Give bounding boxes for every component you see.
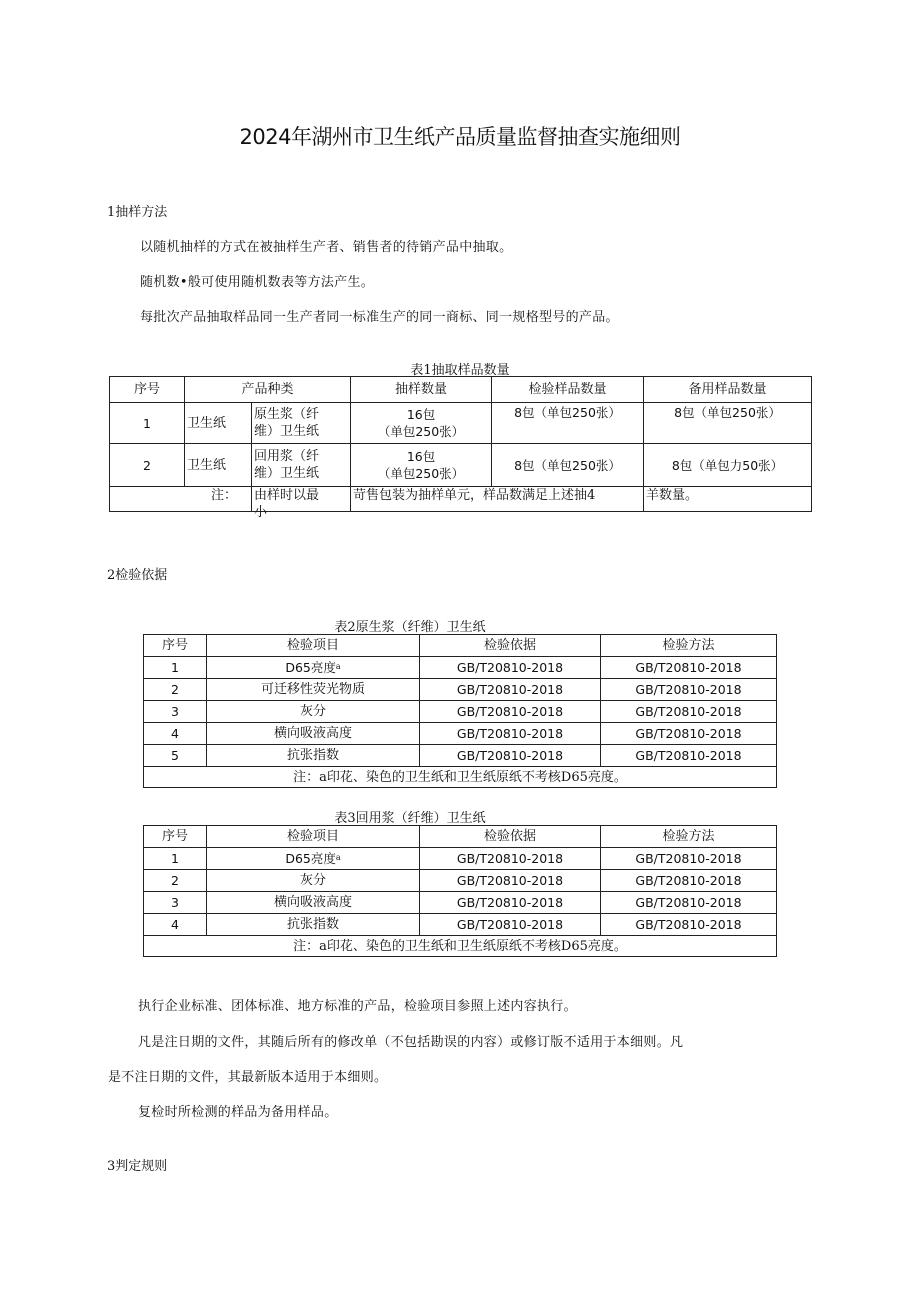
table-row xyxy=(144,745,777,767)
table-row xyxy=(110,444,812,487)
header-cell: 检验方法 xyxy=(601,635,777,657)
table-row xyxy=(144,892,777,914)
paragraph: 复检时所检测的样品为备用样品。 xyxy=(138,1105,338,1120)
footnote-marker: a xyxy=(335,852,341,862)
row-number: 1 xyxy=(144,848,207,870)
header-cell: 备用样品数量 xyxy=(644,377,812,403)
section-3-heading: 3判定规则 xyxy=(107,1159,168,1174)
table-row xyxy=(144,870,777,892)
inspection-basis: GB/T20810-2018 xyxy=(420,745,601,767)
note-line: 由样时以最 xyxy=(254,488,320,503)
inspection-basis: GB/T20810-2018 xyxy=(420,723,601,745)
test-quantity: 8包（单包250张） xyxy=(492,444,644,487)
inspection-basis: GB/T20810-2018 xyxy=(420,848,601,870)
row-number: 5 xyxy=(144,745,207,767)
row-number: 2 xyxy=(110,444,185,487)
inspection-item: 灰分 xyxy=(207,870,420,892)
product-category: 卫生纸 xyxy=(185,403,252,444)
inspection-item: 抗张指数 xyxy=(207,745,420,767)
inspection-basis: GB/T20810-2018 xyxy=(420,657,601,679)
header-cell: 序号 xyxy=(144,635,207,657)
header-cell: 检验依据 xyxy=(420,826,601,848)
inspection-method: GB/T20810-2018 xyxy=(601,848,777,870)
quantity-line: 16包 xyxy=(406,407,436,422)
table-note: 注：a印花、染色的卫生纸和卫生纸原纸不考核D65亮度。 xyxy=(144,936,777,957)
paragraph: 每批次产品抽取样品同一生产者同一标准生产的同一商标、同一规格型号的产品。 xyxy=(140,310,619,325)
sample-quantity-table xyxy=(109,376,812,520)
inspection-method: GB/T20810-2018 xyxy=(601,679,777,701)
section-2-heading: 2检验依据 xyxy=(107,568,168,583)
quantity-line: （单包250张） xyxy=(377,424,465,439)
inspection-method: GB/T20810-2018 xyxy=(601,870,777,892)
row-number: 1 xyxy=(144,657,207,679)
header-cell: 检验方法 xyxy=(601,826,777,848)
inspection-table-virgin-pulp xyxy=(143,634,777,788)
paragraph: 执行企业标准、团体标准、地方标准的产品，检验项目参照上述内容执行。 xyxy=(138,999,577,1014)
inspection-method: GB/T20810-2018 xyxy=(601,914,777,936)
product-subtype xyxy=(252,403,351,444)
item-label: D65亮度 xyxy=(285,659,336,675)
inspection-method: GB/T20810-2018 xyxy=(601,723,777,745)
inspection-basis: GB/T20810-2018 xyxy=(420,701,601,723)
note-label: 注： xyxy=(110,487,252,512)
inspection-item: 可迁移性荧光物质 xyxy=(207,679,420,701)
inspection-basis: GB/T20810-2018 xyxy=(420,892,601,914)
header-cell: 检验项目 xyxy=(207,826,420,848)
table-row xyxy=(144,657,777,679)
inspection-item: 灰分 xyxy=(207,701,420,723)
table-header-row xyxy=(144,826,777,848)
section-1-heading: 1抽样方法 xyxy=(107,205,168,220)
header-cell: 检验样品数量 xyxy=(492,377,644,403)
paragraph: 是不注日期的文件，其最新版本适用于本细则。 xyxy=(108,1070,388,1085)
row-number: 1 xyxy=(110,403,185,444)
table-2-caption: 表2原生浆（纤维）卫生纸 xyxy=(334,620,486,635)
sample-quantity xyxy=(351,403,492,444)
note-text: 羊数量。 xyxy=(644,487,812,512)
quantity-line: 16包 xyxy=(406,449,436,464)
table-row xyxy=(110,403,812,444)
row-number: 4 xyxy=(144,723,207,745)
inspection-item xyxy=(207,848,420,870)
inspection-method: GB/T20810-2018 xyxy=(601,657,777,679)
paragraph: 以随机抽样的方式在被抽样生产者、销售者的待销产品中抽取。 xyxy=(140,240,513,255)
inspection-basis: GB/T20810-2018 xyxy=(420,679,601,701)
paragraph: 随机数•般可使用随机数表等方法产生。 xyxy=(140,275,375,290)
row-number: 2 xyxy=(144,679,207,701)
row-number: 2 xyxy=(144,870,207,892)
table-header-row xyxy=(110,377,812,403)
table-row xyxy=(144,723,777,745)
inspection-method: GB/T20810-2018 xyxy=(601,745,777,767)
table-row xyxy=(144,914,777,936)
product-category: 卫生纸 xyxy=(185,444,252,487)
quantity-line: （单包250张） xyxy=(377,466,465,481)
inspection-method: GB/T20810-2018 xyxy=(601,701,777,723)
note-line: 小 xyxy=(254,505,268,520)
table-row xyxy=(144,848,777,870)
note-text xyxy=(254,487,348,520)
table-note-row xyxy=(144,767,777,788)
subtype-line: 维）卫生纸 xyxy=(254,424,320,439)
row-number: 4 xyxy=(144,914,207,936)
inspection-item xyxy=(207,657,420,679)
spare-quantity: 8包（单包250张） xyxy=(644,403,812,444)
product-subtype xyxy=(252,444,351,487)
row-number: 3 xyxy=(144,892,207,914)
paragraph: 凡是注日期的文件，其随后所有的修改单（不包括勘误的内容）或修订版不适用于本细则。凡 xyxy=(138,1035,684,1050)
header-cell: 检验项目 xyxy=(207,635,420,657)
table-note-row xyxy=(144,936,777,957)
header-cell: 抽样数量 xyxy=(351,377,492,403)
inspection-item: 抗张指数 xyxy=(207,914,420,936)
item-label: D65亮度 xyxy=(285,850,336,866)
table-1-caption: 表1抽取样品数量 xyxy=(410,363,510,378)
subtype-line: 原生浆（纤 xyxy=(254,407,320,422)
inspection-item: 横向吸液高度 xyxy=(207,723,420,745)
inspection-item: 横向吸液高度 xyxy=(207,892,420,914)
table-row xyxy=(144,679,777,701)
header-cell: 检验依据 xyxy=(420,635,601,657)
table-header-row xyxy=(144,635,777,657)
table-note-row xyxy=(110,487,812,512)
subtype-line: 回用浆（纤 xyxy=(254,449,320,464)
header-cell: 序号 xyxy=(144,826,207,848)
table-row xyxy=(144,701,777,723)
inspection-basis: GB/T20810-2018 xyxy=(420,914,601,936)
inspection-table-recycled-pulp xyxy=(143,825,777,957)
sample-quantity xyxy=(351,444,492,487)
footnote-marker: a xyxy=(335,661,341,671)
inspection-basis: GB/T20810-2018 xyxy=(420,870,601,892)
header-cell: 序号 xyxy=(110,377,185,403)
page-title: 2024年湖州市卫生纸产品质量监督抽查实施细则 xyxy=(239,125,681,149)
spare-quantity: 8包（单包力50张） xyxy=(644,444,812,487)
table-note: 注：a印花、染色的卫生纸和卫生纸原纸不考核D65亮度。 xyxy=(144,767,777,788)
table-3-caption: 表3回用浆（纤维）卫生纸 xyxy=(334,811,486,826)
inspection-method: GB/T20810-2018 xyxy=(601,892,777,914)
note-text: 苛售包装为抽样单元，样品数满足上述抽4 xyxy=(351,487,644,512)
header-cell: 产品种类 xyxy=(185,377,351,403)
test-quantity: 8包（单包250张） xyxy=(492,403,644,444)
row-number: 3 xyxy=(144,701,207,723)
note-cell xyxy=(252,487,351,520)
subtype-line: 维）卫生纸 xyxy=(254,466,320,481)
